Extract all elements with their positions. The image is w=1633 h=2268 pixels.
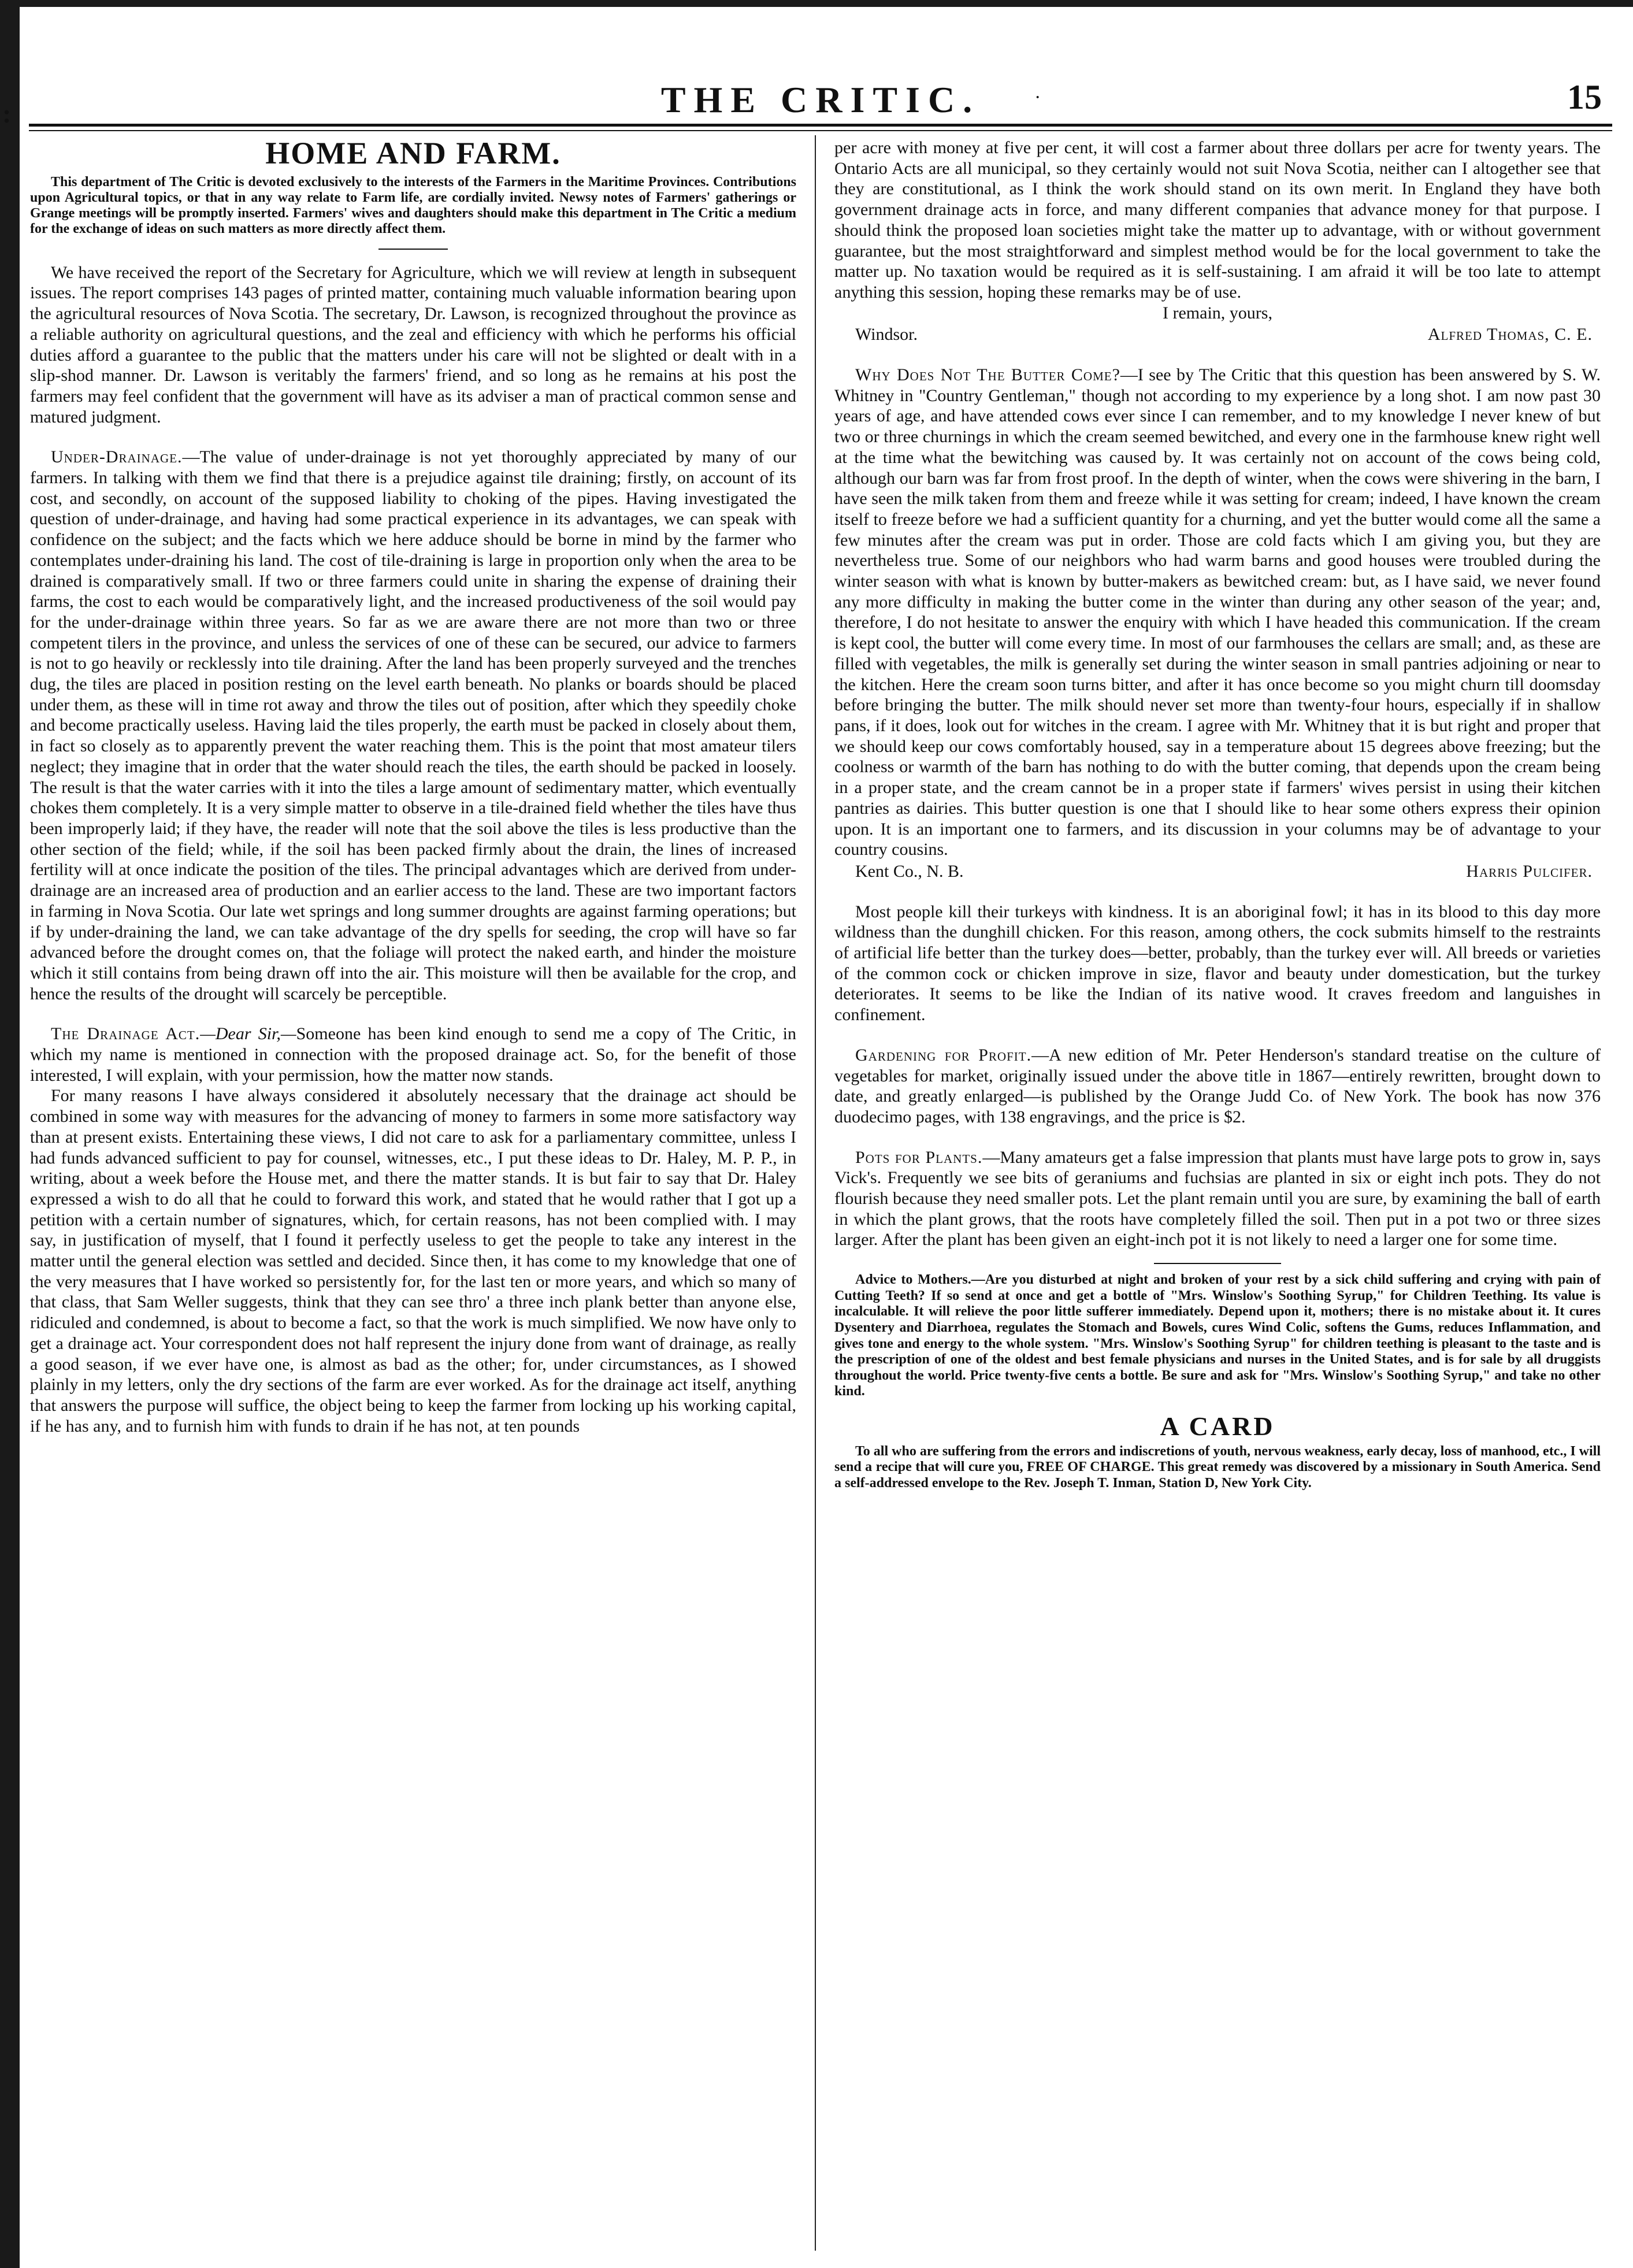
signature-name: Harris Pulcifer. xyxy=(1466,861,1593,881)
signature-line-1 xyxy=(834,324,1601,345)
spacer xyxy=(30,1004,796,1024)
header-dot: · xyxy=(1034,87,1041,108)
gardening-article xyxy=(834,1045,1601,1128)
newspaper-page xyxy=(29,64,1612,2254)
section-intro: This department of The Critic is devoted exclusively to the interests of the Farmers in the Maritime Provinces. Contributions upon Agricultural topics, or that in any way relate to Farm life, are cordially invited. Newsy notes of Farmers' gatherings or Grange meetings will be promptly inserted. Farmers' wives and daughters should make this department in The Critic a medium for the exchange of ideas on such matters as more directly affect them. xyxy=(30,174,796,236)
drainage-act-salutation: —Dear Sir,— xyxy=(200,1024,296,1044)
pots-article xyxy=(834,1147,1601,1251)
card-title: A CARD xyxy=(1160,1411,1275,1441)
signature-line-2 xyxy=(834,861,1601,882)
under-drainage-article xyxy=(30,447,796,1004)
under-drainage-body: —The value of under-drainage is not yet thoroughly appreciated by many of our farmers. In talking with them we find that there is a prejudice against tile draining; firstly, on account of its cost, and secondly, on account of the supposed liability to choking of the pipes. Having investigated the question of under-drainage, and having had some practical experience in its advantages, we can speak with confidence on the subject; and the facts which we here adduce should be borne in mind by the farmer who contemplates under-draining his land. The cost of tile-draining is large in proportion only when the area to be drained is comparatively small. If two or three farmers could unite in sharing the expense of draining their farms, the cost to each would be comparatively light, and the increased productiveness of the soil would pay for the under-drainage within three years. So far as we are aware there are not more than two or three competent tilers in the province, and unless the services of one of these can be secured, our advice to farmers is not to go heavily or recklessly into tile draining. After the land has been properly surveyed and the trenches dug, the tiles are placed in position resting on the level earth beneath. No planks or boards should be placed under them, as these will in time rot away and throw the tiles out of position, after which they speedily choke and become practically useless. Having laid the tiles properly, the earth must be packed in closely about them, in fact so closely as to apparently prevent the water reaching them. This is the point that most amateur tilers neglect; they imagine that in order that the water should reach the tiles, the earth should be packed in loosely. The result is that the water carries with it into the tiles a large amount of sedimentary matter, which eventually chokes them completely. It is a very simple matter to observe in a tile-drained field whether the tiles have thus been improperly laid; if they have, the reader will note that the soil above the tiles is less productive than the other section of the field; while, if the soil has been packed firmly about the drain, the lines of increased fertility will at once indicate the position of the tiles. The principal advantages which are derived from under-drainage are an increased area of production and an earlier access to the land. These are two important factors in farming in Nova Scotia. Our late wet springs and long summer droughts are against farming operations; but if by under-draining the land, we can take advantage of the dry spells for seeding, the crop will have so far advanced before the drought comes on, that the foliage will protect the naked earth, and hinder the moisture which it still contains from being drawn off into the air. This moisture will then be available for the crop, and hence the results of the drought will scarcely be perceptible. xyxy=(30,447,796,1003)
card-advertisement: To all who are suffering from the errors and indiscretions of youth, nervous weakness, early decay, loss of manhood, etc., I will send a recipe that will cure you, FREE OF CHARGE. This great remedy was discovered by a missionary in South America. Send a self-addressed envelope to the Rev. Joseph T. Inman, Station D, New York City. xyxy=(834,1443,1601,1491)
letter-closing: I remain, yours, xyxy=(1163,303,1272,323)
butter-article xyxy=(834,365,1601,860)
gardening-heading: Gardening for Profit. xyxy=(855,1045,1032,1065)
under-drainage-heading: Under-Drainage. xyxy=(51,447,183,467)
right-column xyxy=(834,138,1601,1491)
page-header xyxy=(29,64,1612,119)
section-title: HOME AND FARM. xyxy=(265,136,561,171)
column-divider xyxy=(815,135,816,2251)
spacer xyxy=(834,345,1601,365)
secretary-report-paragraph: We have received the report of the Secretary for Agriculture, which we will review at length in subsequent issues. The report comprises 143 pages of printed matter, containing much valuable information bearing upon the agricultural resources of Nova Scotia. The secretary, Dr. Lawson, is recognized throughout the province as a reliable authority on agricultural questions, and the zeal and efficiency with which he performs his official duties afford a guarantee to the public that the matters under his care will not be slighted or dealt with in a slip-shod manner. Dr. Lawson is veritably the farmers' friend, and so long as he remains at his post the farmers may feel confident that the government will have as its adviser a man of practical common sense and matured judgment. xyxy=(30,262,796,427)
drainage-act-heading: The Drainage Act. xyxy=(51,1024,201,1044)
left-column xyxy=(30,138,796,1436)
pots-body: —Many amateurs get a false impression that plants must have large pots to grow in, says Vick's. Frequently we see bits of geraniums and fuchsias are planted in six or eight inch pots. They do not flourish because they need smaller pots. Let the plant remain until you are sure, by examining the ball of earth in which the plant grows, that the roots have completely filled the soil. Then put in a pot two or three sizes larger. After the plant has been given an eight-inch pot it is not likely to need a larger one for some time. xyxy=(834,1147,1601,1250)
gardening-body: —A new edition of Mr. Peter Henderson's standard treatise on the culture of vegetables for market, originally issued under the above title in 1867—entirely rewritten, brought down to date, and greatly enlarged—is published by the Orange Judd Co. of New York. The book has now 376 duodecimo pages, with 138 engravings, and the price is $2. xyxy=(834,1045,1601,1126)
spacer xyxy=(30,427,796,447)
signature-place: Kent Co., N. B. xyxy=(855,861,964,881)
scan-specks: : xyxy=(2,99,12,128)
turkeys-paragraph: Most people kill their turkeys with kindness. It is an aboriginal fowl; it has in its blood to this day more wildness than the dunghill chicken. For this reason, among others, the cock submits himself to the restraints of artificial life better than the turkey does—better, probably, than the turkey ever will. All breeds or varieties of the common cock or chicken improve in size, flavor and beauty under domestication, but the turkey deteriorates. It seems to be like the Indian of its native wood. It craves freedom and languishes in confinement. xyxy=(834,902,1601,1025)
pots-heading: Pots for Plants. xyxy=(855,1147,983,1167)
masthead-title: THE CRITIC. xyxy=(660,79,981,120)
drainage-act-continued: per acre with money at five per cent, it will cost a farmer about three dollars per acre for twenty years. The Ontario Acts are all municipal, so they certainly would not suit Nova Scotia, neither can I altogether see that they are constitutional, as I think the work should stand on its own merit. In England they have both government drainage acts in force, and many different companies that advance money for that purpose. I should think the proposed loan societies might take the matter up to advantage, with or without government guarantee, but the most straightforward and simplest method would be for the local government to take the matter up. No taxation would be required as it is self-sustaining. I am afraid it will be too late to attempt anything this session, hoping these remarks may be of use. xyxy=(834,138,1601,302)
header-rule-thick xyxy=(29,124,1612,127)
drainage-act-p2: For many reasons I have always considered it absolutely necessary that the drainage act should be combined in some way with measures for the advancing of money to farmers in some more satisfactory way than at present exists. Entertaining these views, I did not care to ask for a parliamentary committee, unless I had funds advanced sufficient to pay for counsel, witnesses, etc., I put these ideas to Dr. Haley, M. P. P., in writing, about a week before the House met, and there the matter stands. It is but fair to say that Dr. Haley expressed a wish to do all that he could to forward this work, and stated that he would rather that I got up a petition with a certain number of signatures, which, for certain reasons, has not been complied with. I may say, in justification of myself, that I found it perfectly useless to get the people to take any interest in the matter until the general election was settled and decided. Since then, it has come to my knowledge that one of the very measures that I have worked so persistently for, for the last ten or more years, and which so many of that class, that Sam Weller suggests, think that they can see thro' a three inch plank better than anyone else, ridiculed and condemned, is about to become a fact, so that the work is much simplified. We now have only to get a drainage act. Your correspondent does not half represent the injury done from want of drainage, as really a good season, if we ever have one, is almost as bad as the other; for, under circumstances, as I showed plainly in my letters, only the dry sections of the farm are ever worked. As for the drainage act itself, anything that answers the purpose will suffice, the object being to keep the farmer from locking up his working capital, if he has any, and to furnish him with funds to drain if he has not, at ten pounds xyxy=(30,1086,796,1436)
butter-heading: Why Does Not The Butter Come? xyxy=(855,365,1120,385)
advice-to-mothers-advertisement: Advice to Mothers.—Are you disturbed at night and broken of your rest by a sick child suffering and crying with pain of Cutting Teeth? If so send at once and get a bottle of "Mrs. Winslow's Soothing Syrup," for Children Teething. Its value is incalculable. It will relieve the poor little sufferer immediately. Depend upon it, mothers; there is no mistake about it. It cures Dysentery and Diarrhoea, regulates the Stomach and Bowels, cures Wind Colic, softens the Gums, reduces Inflammation, and gives tone and energy to the whole system. "Mrs. Winslow's Soothing Syrup" for children teething is pleasant to the taste and is the prescription of one of the oldest and best female physicians and nurses in the United States, and is for sale by all druggists throughout the world. Price twenty-five cents a bottle. Be sure and ask for "Mrs. Winslow's Soothing Syrup," and take no other kind. xyxy=(834,1272,1601,1399)
scan-border-top xyxy=(0,0,1633,7)
drainage-act-letter xyxy=(30,1024,796,1085)
signature-name: Alfred Thomas, C. E. xyxy=(1427,325,1593,344)
butter-body: —I see by The Critic that this question has been answered by S. W. Whitney in "Country Gentleman," though not according to my experience by a long shot. I am now past 30 years of age, and have attended cows ever since I can remember, and to my knowledge I never knew of but two or three churnings in which the cream seemed bewitched, and every one in the farmhouse knew right well at the time what the bewitching was caused by. It was certainly not on account of the cows being cold, although our barn was far from frost proof. In the depth of winter, when the cows were shivering in the barn, I have seen the milk taken from them and freeze while it was setting for cream; indeed, I have known the cream itself to freeze before we had a sufficient quantity for a churning, and yet the butter would come all the same a few minutes after the cream was put in order. Those are cold facts which I am giving you, but they are nevertheless true. Some of our neighbors who had warm barns and good houses were troubled during the winter season with what is known by butter-makers as bewitched cream: but, as I have said, we never found any more difficulty in making the butter come in the winter than during any other season of the year; and, therefore, I do not hesitate to answer the enquiry with which I have headed this communication. If the cream is kept cool, the butter will come every time. In most of our farmhouses the cellars are small; and, as these are filled with vegetables, the milk is generally set during the winter season in small pantries adjoining or near to the kitchen. Here the cream soon turns bitter, and after it has once become so you might churn till doomsday before bringing the butter. The milk should never set more than twenty-four hours, especially if in shallow pans, if it does, look out for witches in the cream. I agree with Mr. Whitney that it is but right and proper that we should keep our cows comfortably housed, say in a temperature about 15 degrees above freezing; but the coolness or warmth of the barn has nothing to do with the butter coming, that depends upon the cream being in a proper state, and the cream cannot be in a proper state if farmers' wives persist in using their kitchen pantries as dairies. This butter question is one that I should like to hear some others express their opinion upon. It is an important one to farmers, and its discussion in your columns may be of advantage to your country cousins. xyxy=(834,365,1601,859)
drainage-act-p1: Someone has been kind enough to send me a copy of The Critic, in which my name is mentioned in connection with the proposed drainage act. So, for the benefit of those interested, I will explain, with your permission, how the matter now stands. xyxy=(30,1024,796,1085)
section-rule xyxy=(378,249,448,250)
spacer xyxy=(834,1025,1601,1045)
spacer xyxy=(834,882,1601,902)
spacer xyxy=(834,1128,1601,1147)
header-rule-thin xyxy=(29,130,1612,131)
scan-border-left xyxy=(0,0,20,2268)
page-number: 15 xyxy=(1567,78,1602,116)
spacer xyxy=(834,1264,1601,1272)
signature-place: Windsor. xyxy=(855,325,918,344)
